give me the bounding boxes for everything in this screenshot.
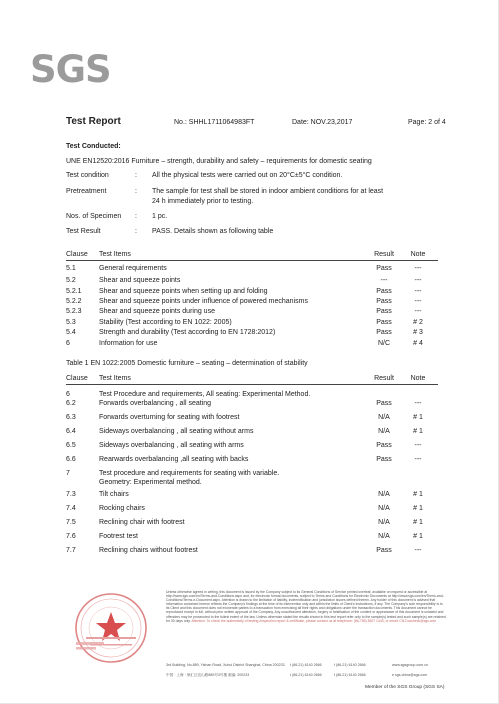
clause-header: Clause (66, 251, 88, 258)
result-cell: Pass (376, 442, 392, 449)
clause-cell: 6 (66, 391, 70, 398)
field-value-continued: 24 h immediately prior to testing. (152, 198, 254, 205)
table-row (66, 490, 440, 499)
group-membership: Member of the SGS Group (SGS SA) (365, 685, 445, 690)
item-cell: Sideways overbalancing , all seating without arms (99, 428, 254, 435)
table-row (66, 469, 440, 478)
table-row (66, 427, 440, 436)
field-colon: : (135, 188, 137, 195)
item-cell: Geometry: Experimental method. (99, 479, 202, 486)
table-row (66, 441, 440, 450)
result-cell: Pass (376, 308, 392, 315)
table-row (66, 455, 440, 464)
result-header: Result (374, 375, 394, 382)
result-cell: Pass (376, 265, 392, 272)
result-cell: N/A (378, 414, 390, 421)
test-conducted-heading: Test Conducted: (66, 143, 121, 150)
clause-cell: 6.5 (66, 442, 76, 449)
sgs-logo-text: SGS (30, 48, 111, 91)
table-row (66, 546, 440, 555)
note-cell: --- (414, 265, 422, 272)
table-row (66, 307, 440, 316)
note-cell: --- (414, 547, 422, 554)
note-cell: # 3 (413, 329, 423, 336)
report-date: Date: NOV.23,2017 (292, 119, 353, 126)
table-header-divider (66, 260, 438, 261)
disclaimer-text: Unless otherwise agreed in writing, this document is issued by the Company subject to its General Conditions of Service printed overleaf, available on request or accessible at http://www.sgs.com/en/Terms-and-Conditions.aspx and, for electronic format documents, subject to Terms and Conditions for Electronic Documents at http://www.sgs.com/en/Terms-and-Conditions/Terms-e-Document.aspx. Attention is drawn to the limitation of liability, indemnification and jurisdiction issues defined therein. Any holder of this document is advised that information contained hereon reflects the Company's findings at the time of its intervention only and within the limits of Client's instructions, if any. The Company's sole responsibility is to its Client and this document does not exonerate parties to a transaction from exercising all their rights and obligations under the transaction documents. This document cannot be reproduced except in full, without prior written approval of the Company. Any unauthorized alteration, forgery or falsification of the content or appearance of this document is unlawful and offenders may be prosecuted to the fullest extent of the law. Unless otherwise stated the results shown in this test report refer only to the sample(s) tested and such sample(s) are retained for 30 days only. (166, 590, 446, 623)
field-colon: : (135, 213, 137, 220)
clause-cell: 5.2.1 (66, 288, 82, 295)
result-cell: N/A (378, 428, 390, 435)
address-english: 3rd Building, No.889, Yishan Road, Xuhui District Shanghai, China 200233 (166, 663, 285, 667)
item-cell: Stability (Test according to EN 1022: 2005) (99, 319, 232, 326)
page-number: Page: 2 of 4 (408, 119, 446, 126)
result-header: Result (374, 251, 394, 258)
test-items-header: Test Items (99, 375, 131, 382)
table-row (66, 328, 440, 337)
table-row (66, 276, 440, 285)
table-row (66, 339, 440, 348)
note-cell: # 1 (413, 519, 423, 526)
clause-cell: 5.2.3 (66, 308, 82, 315)
table-row (66, 297, 440, 306)
result-cell: N/A (378, 519, 390, 526)
clause-cell: 7.6 (66, 533, 76, 540)
field-value: 1 pc. (152, 213, 168, 220)
table-row (66, 264, 440, 273)
note-cell: --- (414, 442, 422, 449)
sgs-logo (30, 48, 111, 91)
fax: f (86-21) 6140 2666 (334, 673, 366, 677)
result-cell: N/C (377, 340, 391, 347)
clause-cell: 7.5 (66, 519, 76, 526)
result-cell: --- (380, 277, 388, 284)
note-cell: # 1 (413, 491, 423, 498)
clause-cell: 6.6 (66, 456, 76, 463)
result-cell: N/A (378, 491, 390, 498)
clause-cell: 7.4 (66, 505, 76, 512)
test-standard: UNE EN12520:2016 Furniture – strength, durability and safety – requirements for domestic seating (66, 158, 372, 165)
field-value: The sample for test shall be stored in indoor ambient conditions for at least (152, 188, 384, 195)
result-cell: Pass (376, 288, 392, 295)
field-colon: : (135, 172, 137, 179)
website-link[interactable]: www.sgsgroup.com.cn (392, 663, 428, 667)
table-row (66, 390, 440, 399)
clause-cell: 6.3 (66, 414, 76, 421)
item-cell: Test Procedure and requirements, All seating: Experimental Method. (99, 391, 311, 398)
note-cell: --- (414, 456, 422, 463)
note-cell: --- (414, 400, 422, 407)
result-cell: Pass (376, 456, 392, 463)
item-cell: Shear and squeeze points under influence of powered mechanisms (99, 298, 308, 305)
table-row (66, 318, 440, 327)
item-cell: Reclining chair with footrest (99, 519, 185, 526)
item-cell: Footrest test (99, 533, 138, 540)
telephone: t (86-21) 6140 2666 (290, 663, 322, 667)
item-cell: Strength and durability (Test according to EN 1728:2012) (99, 329, 276, 336)
clause-cell: 5.4 (66, 329, 76, 336)
item-cell: Rearwards overbalancing ,all seating with backs (99, 456, 249, 463)
table-caption: Table 1 EN 1022:2005 Domestic furniture – seating – determination of stability (66, 360, 308, 367)
item-cell: Shear and squeeze points when setting up and folding (99, 288, 268, 295)
table-row (66, 287, 440, 296)
item-cell: Shear and squeeze points (99, 277, 181, 284)
field-value: PASS. Details shown as following table (152, 228, 274, 235)
table-header-divider (66, 384, 438, 385)
clause-cell: 6 (66, 340, 70, 347)
item-cell: Shear and squeeze points during use (99, 308, 215, 315)
item-cell: Sideways overbalancing , all seating with arms (99, 442, 244, 449)
field-label: Test Result (66, 228, 101, 235)
table-row (66, 478, 440, 487)
item-cell: Information for use (99, 340, 158, 347)
field-colon: : (135, 228, 137, 235)
clause-cell: 7.7 (66, 547, 76, 554)
clause-header: Clause (66, 375, 88, 382)
table-row (66, 504, 440, 513)
clause-cell: 5.1 (66, 265, 76, 272)
fax: f (86-21) 6140 2666 (334, 663, 366, 667)
note-cell: --- (414, 308, 422, 315)
note-cell: # 1 (413, 533, 423, 540)
authenticity-notice: Attention: To check the authenticity of testing /inspection report & certificate, please contact us at telephone: (86-755) 8307 1443, or email: CN.Doccheck@sgs.com (191, 618, 437, 623)
item-cell: Forwards overturning for seating with footrest (99, 414, 240, 421)
clause-cell: 7 (66, 470, 70, 477)
field-label: Pretreatment (66, 188, 107, 195)
legal-disclaimer (166, 590, 446, 623)
result-cell: Pass (376, 329, 392, 336)
result-cell: Pass (376, 319, 392, 326)
result-cell: Pass (376, 298, 392, 305)
result-cell: Pass (376, 400, 392, 407)
report-title: Test Report (66, 116, 121, 127)
table-row (66, 399, 440, 408)
note-header: Note (410, 251, 426, 258)
email-link[interactable]: e sgs.china@sgs.com (392, 673, 428, 677)
result-cell: N/A (378, 533, 390, 540)
result-cell: N/A (378, 505, 390, 512)
note-cell: --- (414, 288, 422, 295)
test-items-header: Test Items (99, 251, 131, 258)
item-cell: General requirements (99, 265, 167, 272)
field-label: Nos. of Specimen (66, 213, 122, 220)
table-row (66, 532, 440, 541)
table-row (66, 518, 440, 527)
clause-cell: 5.2.2 (66, 298, 82, 305)
note-cell: # 4 (413, 340, 423, 347)
table-row (66, 413, 440, 422)
clause-cell: 7.3 (66, 491, 76, 498)
clause-cell: 6.4 (66, 428, 76, 435)
address-chinese: 中国 · 上海 · 徐汇区宜山路889号3号楼 邮编: 200233 (166, 673, 250, 677)
note-cell: # 2 (413, 319, 423, 326)
table-header-row (66, 374, 440, 383)
item-cell: Reclining chairs without footrest (99, 547, 198, 554)
report-number: No.: SHHL1711064983FT (174, 119, 255, 126)
clause-cell: 6.2 (66, 400, 76, 407)
item-cell: Tilt chairs (99, 491, 129, 498)
inspection-seal-icon (74, 592, 148, 664)
item-cell: Test procedure and requirements for seating with variable. (99, 470, 280, 477)
field-label: Test condition (66, 172, 109, 179)
clause-cell: 5.2 (66, 277, 76, 284)
item-cell: Forwards overbalancing , all seating (99, 400, 212, 407)
note-cell: --- (414, 277, 422, 284)
item-cell: Rocking chairs (99, 505, 145, 512)
note-cell: # 1 (413, 414, 423, 421)
note-cell: --- (414, 298, 422, 305)
telephone: t (86-21) 6140 2666 (290, 673, 322, 677)
clause-cell: 5.3 (66, 319, 76, 326)
field-value: All the physical tests were carried out on 20°C±5°C condition. (152, 172, 343, 179)
report-header (66, 116, 468, 130)
note-cell: # 1 (413, 428, 423, 435)
table-header-row (66, 250, 440, 259)
note-cell: # 1 (413, 505, 423, 512)
result-cell: Pass (376, 547, 392, 554)
note-header: Note (410, 375, 426, 382)
